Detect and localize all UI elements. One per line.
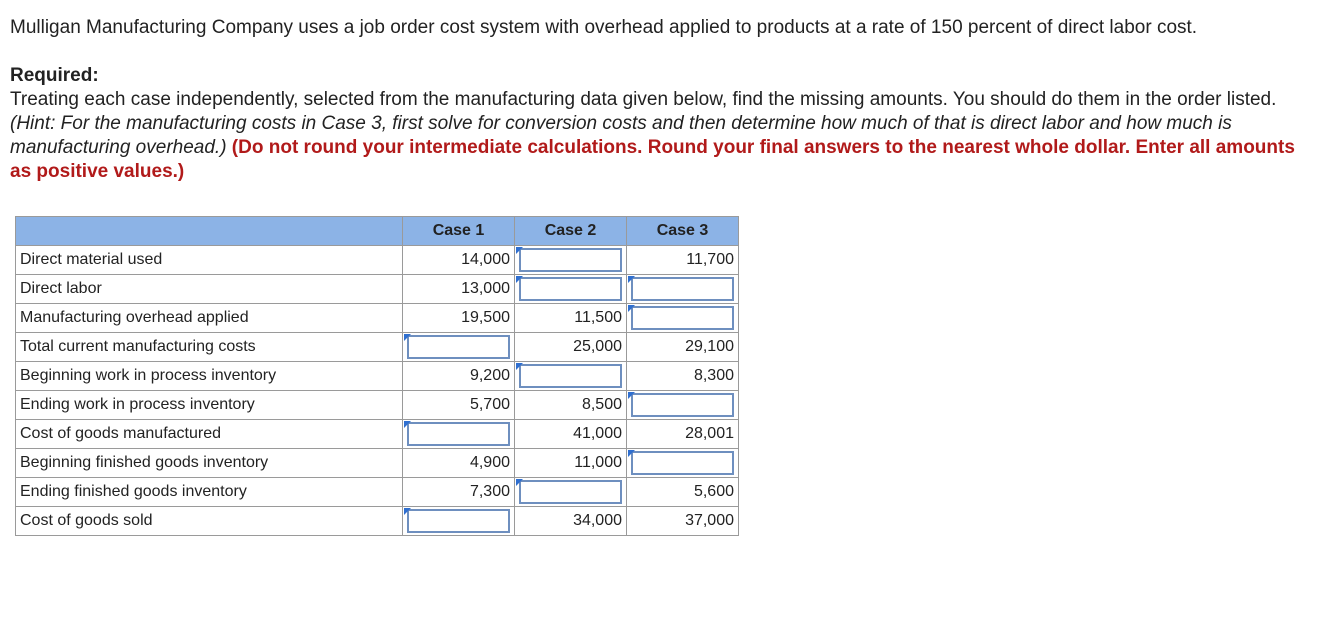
row-label: Ending finished goods inventory xyxy=(16,478,403,507)
input-flag-icon xyxy=(516,247,523,254)
input-flag-icon xyxy=(628,392,635,399)
answer-input[interactable] xyxy=(519,248,622,272)
table-row xyxy=(16,478,739,507)
value-cell: 28,001 xyxy=(627,420,739,449)
value-cell: 5,700 xyxy=(403,391,515,420)
value-cell: 4,900 xyxy=(403,449,515,478)
value-cell: 9,200 xyxy=(403,362,515,391)
answer-input[interactable] xyxy=(407,422,510,446)
answer-cell xyxy=(627,449,739,478)
input-flag-icon xyxy=(628,276,635,283)
value-cell: 13,000 xyxy=(403,275,515,304)
table-row xyxy=(16,391,739,420)
row-label: Direct material used xyxy=(16,246,403,275)
required-heading: Required: xyxy=(10,65,99,86)
row-label: Manufacturing overhead applied xyxy=(16,304,403,333)
table-row xyxy=(16,507,739,536)
table-row xyxy=(16,246,739,275)
answer-input[interactable] xyxy=(631,306,734,330)
answer-cell xyxy=(515,275,627,304)
table-header-row xyxy=(16,217,739,246)
input-flag-icon xyxy=(628,305,635,312)
value-cell: 19,500 xyxy=(403,304,515,333)
table-row xyxy=(16,304,739,333)
row-label: Total current manufacturing costs xyxy=(16,333,403,362)
value-cell: 29,100 xyxy=(627,333,739,362)
required-body: Treating each case independently, selected from the manufacturing data given below, find the missing amounts. You should do them in the order listed. xyxy=(10,89,1277,110)
table-row xyxy=(16,333,739,362)
header-blank-cell xyxy=(16,217,403,246)
answer-input[interactable] xyxy=(631,393,734,417)
header-case-1: Case 1 xyxy=(403,217,515,246)
value-cell: 11,700 xyxy=(627,246,739,275)
input-flag-icon xyxy=(404,508,411,515)
value-cell: 41,000 xyxy=(515,420,627,449)
required-text xyxy=(10,88,1300,184)
answer-input[interactable] xyxy=(631,277,734,301)
value-cell: 8,300 xyxy=(627,362,739,391)
value-cell: 7,300 xyxy=(403,478,515,507)
cases-table xyxy=(15,216,739,536)
value-cell: 34,000 xyxy=(515,507,627,536)
table-row xyxy=(16,275,739,304)
table-row xyxy=(16,362,739,391)
row-label: Beginning finished goods inventory xyxy=(16,449,403,478)
row-label: Direct labor xyxy=(16,275,403,304)
answer-cell xyxy=(627,391,739,420)
row-label: Ending work in process inventory xyxy=(16,391,403,420)
value-cell: 37,000 xyxy=(627,507,739,536)
answer-input[interactable] xyxy=(519,277,622,301)
answer-cell xyxy=(627,275,739,304)
header-case-3: Case 3 xyxy=(627,217,739,246)
value-cell: 11,000 xyxy=(515,449,627,478)
answer-input[interactable] xyxy=(407,509,510,533)
answer-cell xyxy=(515,246,627,275)
row-label: Cost of goods manufactured xyxy=(16,420,403,449)
answer-cell xyxy=(515,362,627,391)
table-row xyxy=(16,420,739,449)
input-flag-icon xyxy=(516,363,523,370)
hint-text: (Hint: For the manufacturing costs in Case 3, first solve for conversion costs and then determine how much of that is direct labor and how much is manufacturing overhead.) xyxy=(10,113,1232,158)
value-cell: 25,000 xyxy=(515,333,627,362)
input-flag-icon xyxy=(516,276,523,283)
answer-cell xyxy=(403,420,515,449)
answer-cell xyxy=(627,304,739,333)
answer-input[interactable] xyxy=(631,451,734,475)
input-flag-icon xyxy=(628,450,635,457)
row-label: Beginning work in process inventory xyxy=(16,362,403,391)
answer-cell xyxy=(515,478,627,507)
instruction-text: (Do not round your intermediate calculations. Round your final answers to the nearest whole dollar. Enter all amounts as positive values.) xyxy=(10,137,1295,182)
intro-text: Mulligan Manufacturing Company uses a job order cost system with overhead applied to products at a rate of 150 percent of direct labor cost. xyxy=(10,17,1198,38)
table-body xyxy=(16,246,739,536)
value-cell: 8,500 xyxy=(515,391,627,420)
row-label: Cost of goods sold xyxy=(16,507,403,536)
input-flag-icon xyxy=(404,421,411,428)
answer-input[interactable] xyxy=(407,335,510,359)
value-cell: 14,000 xyxy=(403,246,515,275)
input-flag-icon xyxy=(516,479,523,486)
value-cell: 11,500 xyxy=(515,304,627,333)
answer-cell xyxy=(403,333,515,362)
answer-input[interactable] xyxy=(519,364,622,388)
value-cell: 5,600 xyxy=(627,478,739,507)
answer-input[interactable] xyxy=(519,480,622,504)
answer-cell xyxy=(403,507,515,536)
header-case-2: Case 2 xyxy=(515,217,627,246)
table-row xyxy=(16,449,739,478)
input-flag-icon xyxy=(404,334,411,341)
